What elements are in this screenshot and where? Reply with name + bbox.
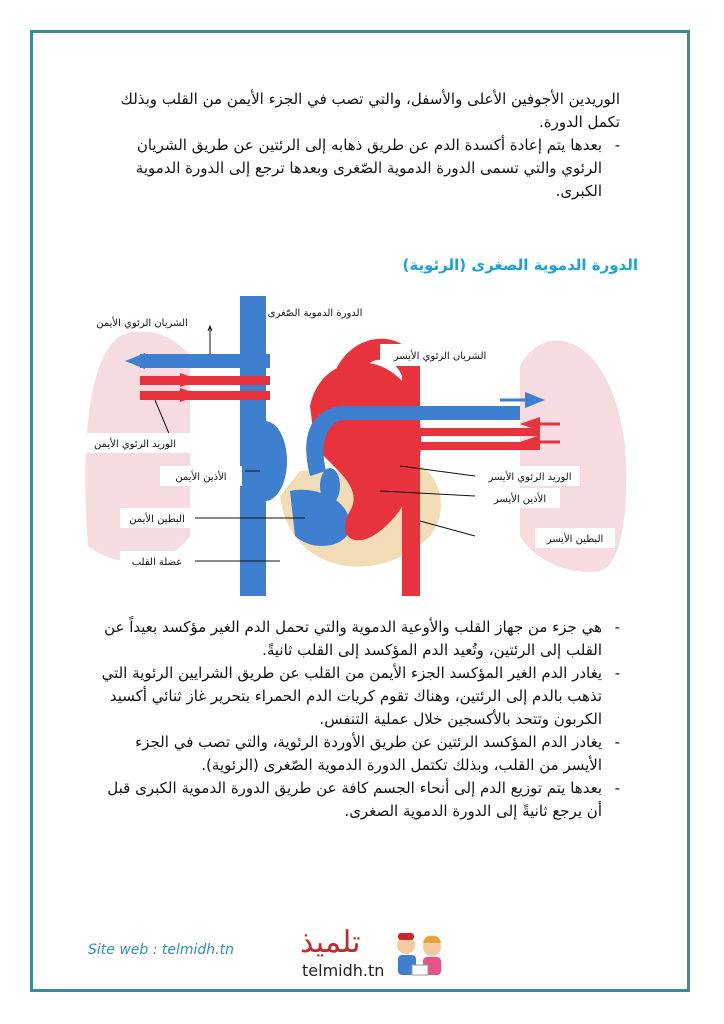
label-right-ventricle: البطين الأيمن (129, 514, 185, 525)
intro-section (100, 88, 620, 203)
diagram-title: الدورة الدموية الصّغرى (267, 308, 363, 319)
description-bullet: - هي جزء من جهاز القلب والأوعية الدموية والتي تحمل الدم الغير مؤكسد بعيداً عن القلب إلى الرئتين، وتُعيد الدم المؤكسد إلى القلب ثانيةً. (100, 616, 620, 662)
description-bullet: - يغادر الدم الغير المؤكسد الجزء الأيمن من القلب عن طريق الشرايين الرئوية التي تذهب بالدم إلى الرئتين، وهناك تقوم كريات الدم الحمراء بتحرير غاز ثنائي أكسيد الكربون وتتحد بالأكسجين خلال عملية التنفس. (100, 662, 620, 731)
intro-bullet: - بعدها يتم إعادة أكسدة الدم عن طريق ذهابه إلى الرئتين عن طريق الشريان الرئوي والتي تسمى الدورة الدموية الصّغرى وبعدها ترجع إلى الدورة الدموية الكبرى. (100, 134, 620, 203)
telmidh-logo (300, 925, 450, 985)
label-left-pulmonary-vein: الوريد الرئوي الأيسر (488, 472, 572, 483)
right-atrium-shape (243, 421, 287, 501)
label-left-atrium: الأذين الأيسر (493, 494, 547, 505)
description-bullet: - يغادر الدم المؤكسد الرئتين عن طريق الأوردة الرئوية، والتي تصب في الجزء الأيسر من القلب، وبذلك تكتمل الدورة الدموية الصّغرى (الرئوية). (100, 731, 620, 777)
section-title: الدورة الدموية الصغرى (الرئوية) (402, 256, 638, 274)
description-bullets (100, 616, 620, 823)
logo-english-text: telmidh.tn (302, 961, 385, 980)
description-bullet: - بعدها يتم توزيع الدم إلى أنحاء الجسم كافة عن طريق الدورة الدموية الكبرى قبل أن يرجع ثانيةً إلى الدورة الدموية الصغرى. (100, 777, 620, 823)
intro-bullets (100, 134, 620, 203)
pulmonary-circulation-diagram (80, 296, 640, 596)
children-icon (392, 929, 448, 981)
label-right-pulmonary-vein: الوريد الرئوي الأيمن (94, 439, 176, 450)
left-pulmonary-vein-upper (380, 428, 540, 436)
description-section (100, 616, 620, 823)
label-left-ventricle: البطين الأيسر (546, 534, 604, 545)
footer-site-link[interactable]: Site web : telmidh.tn (88, 942, 234, 958)
left-pulmonary-vein-lower (380, 442, 540, 450)
intro-continuation: الوريدين الأجوفين الأعلى والأسفل، والتي تصب في الجزء الأيمن من القلب وبذلك تكمل الدورة. (120, 90, 620, 131)
label-heart-muscle: عضلة القلب (131, 557, 183, 568)
label-right-pulmonary-artery: الشريان الرئوي الأيمن (96, 318, 188, 329)
label-right-atrium: الأذين الأيمن (175, 472, 227, 483)
logo-arabic-text: تلميذ (300, 925, 361, 960)
left-atrium-shape (320, 468, 340, 504)
label-left-pulmonary-artery: الشريان الرئوي الأيسر (393, 351, 487, 362)
